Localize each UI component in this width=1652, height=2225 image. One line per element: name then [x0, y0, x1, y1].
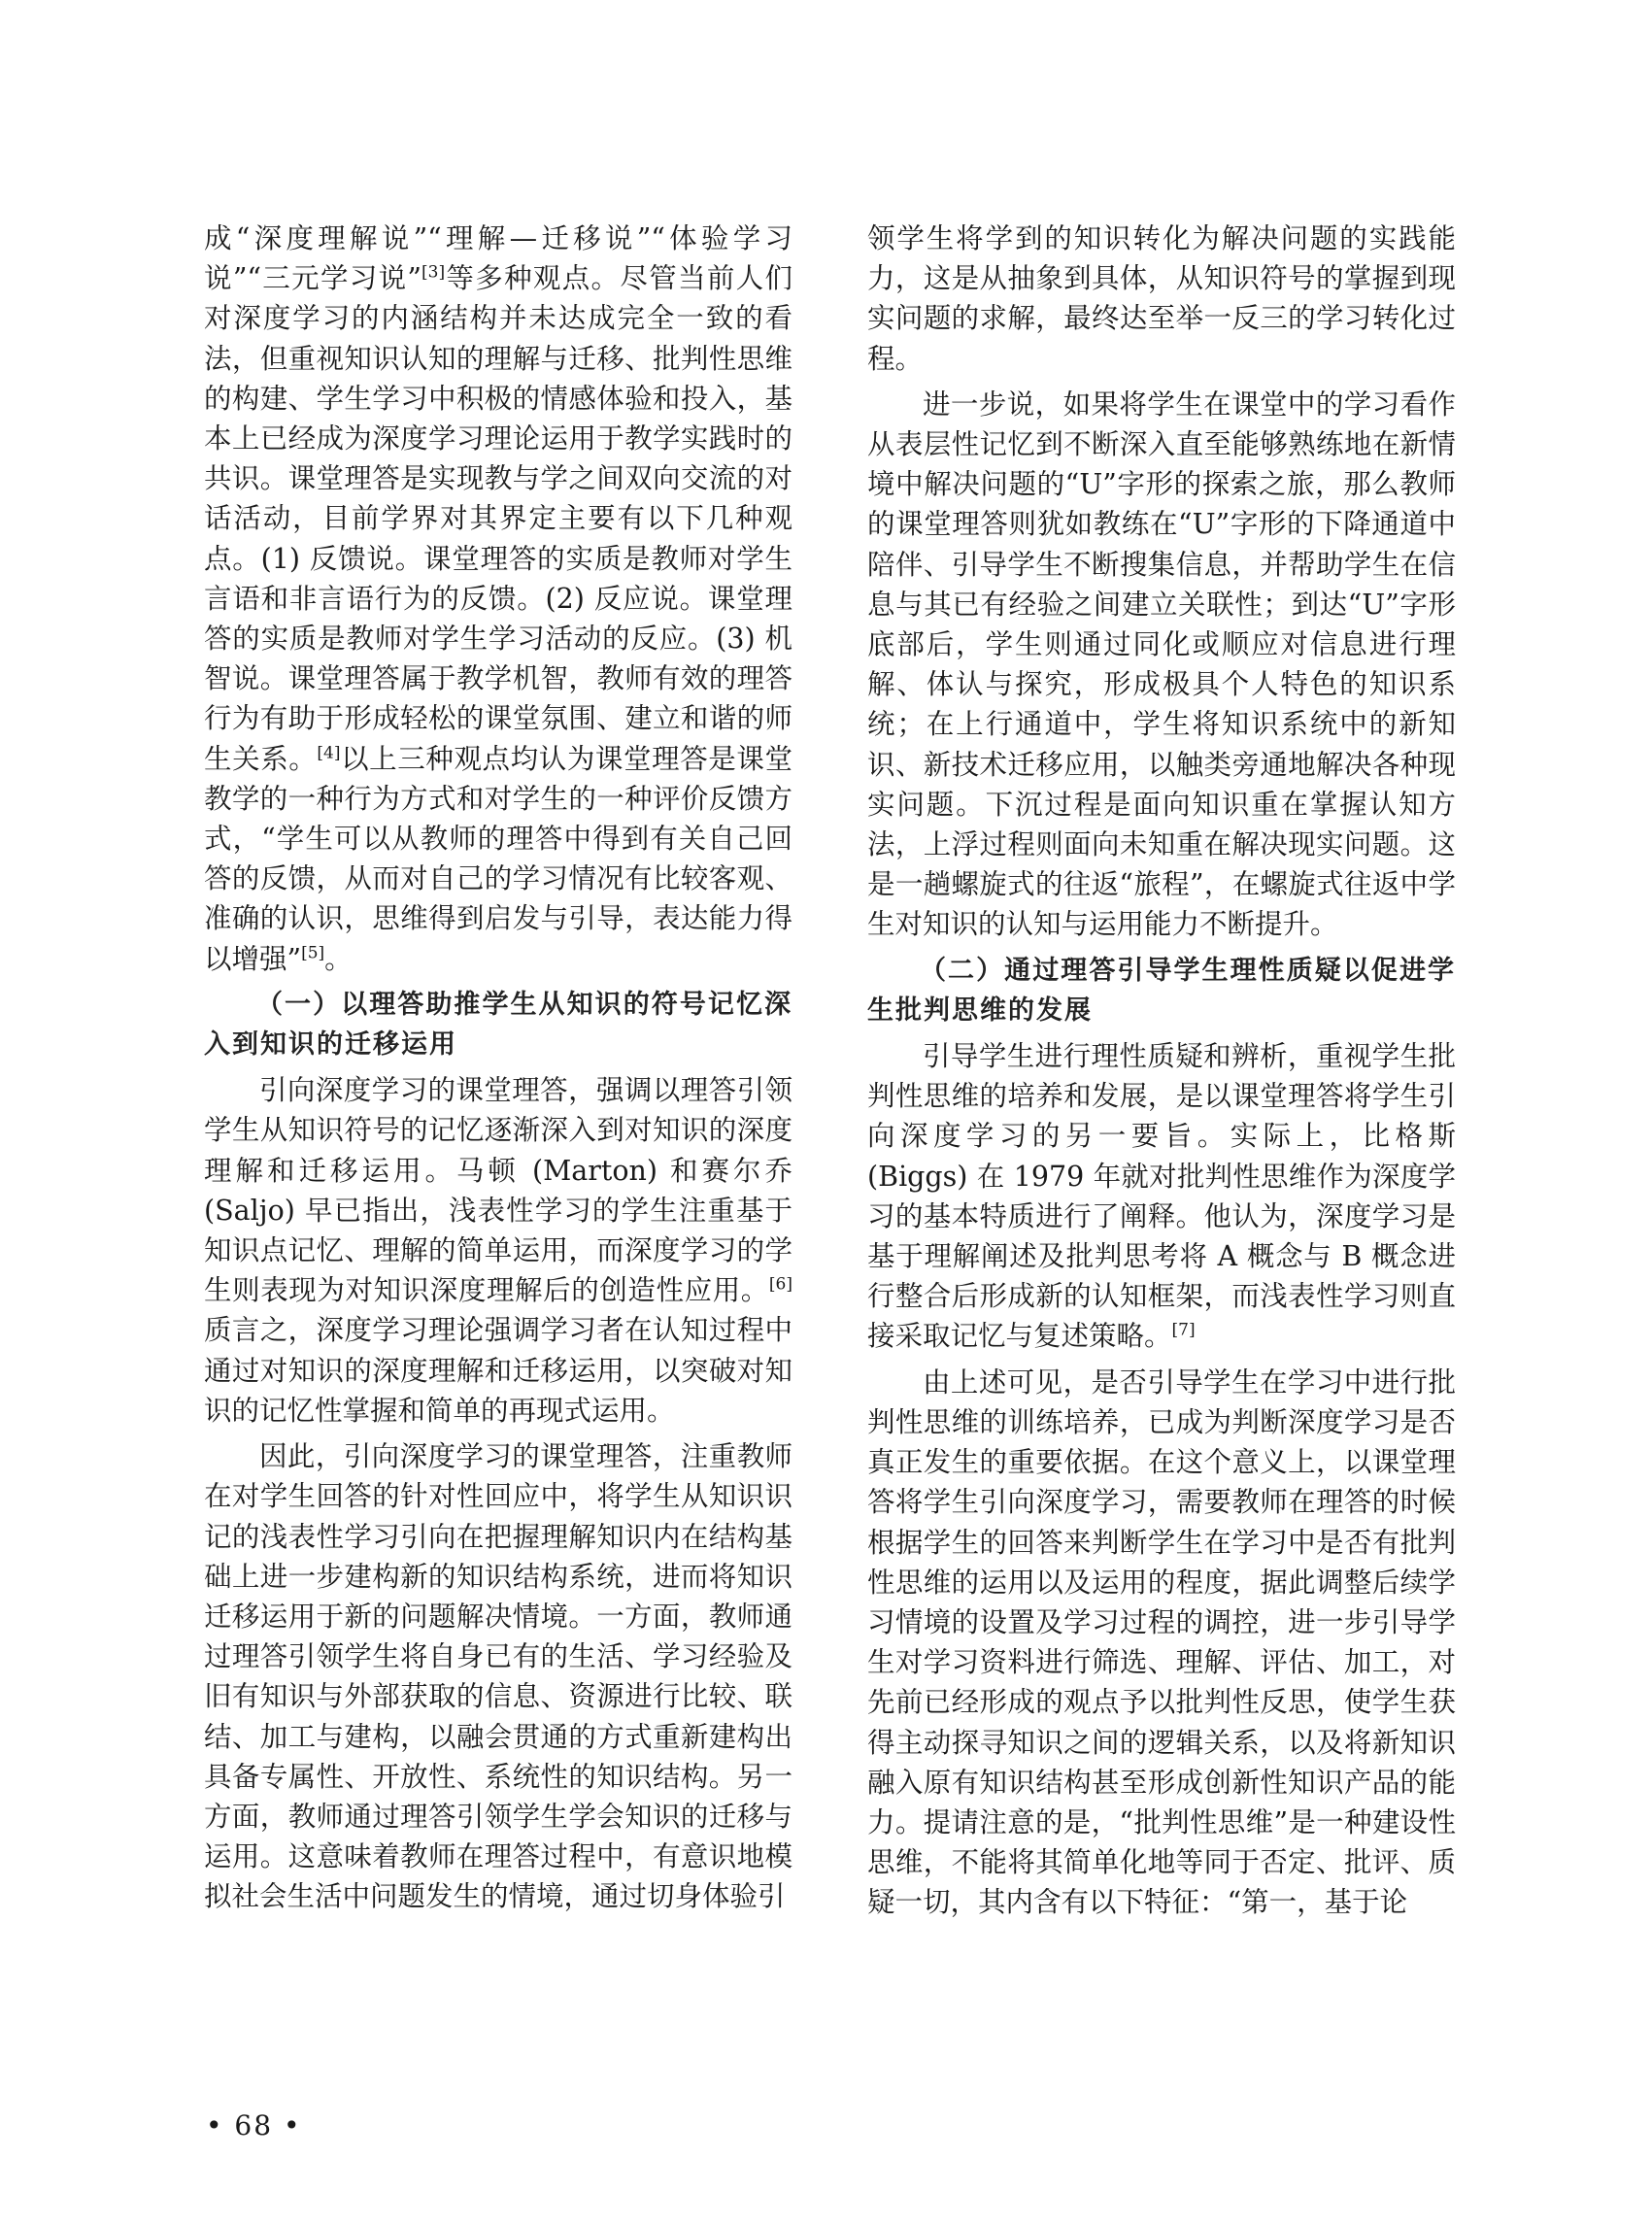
- citation-ref: [3]: [421, 262, 446, 283]
- section-heading: （二）通过理答引导学生理性质疑以促进学生批判思维的发展: [867, 955, 1456, 1026]
- paragraph-text: 。: [324, 942, 353, 975]
- paragraph: 由上述可见，是否引导学生在学习中进行批判性思维的训练培养，已成为判断深度学习是否真正发生的重要依据。在这个意义上，以课堂理答将学生引向深度学习，需要教师在理答的时候根据学生的回答来判断学生在学习中是否有批判性思维的运用以及运用的程度，据此调整后续学习情境的设置及学习过程的调控，进一步引导学生对学习资料进行筛选、理解、评估、加工，对先前已经形成的观点予以批判性反思，使学生获得主动探寻知识之间的逻辑关系，以及将新知识融入原有知识结构甚至形成创新性知识产品的能力。提请注意的是，“批判性思维”是一种建设性思维，不能将其简单化地等同于否定、批评、质疑一切，其内含有以下特征：“第一，基于论: [867, 1365, 1456, 1919]
- left-column: [204, 219, 792, 1917]
- paragraph-text: 以上三种观点均认为课堂理答是课堂教学的一种行为方式和对学生的一种评价反馈方式，“学生可以从教师的理答中得到有关自己回答的反馈，从而对自己的学习情况有比较客观、准确的认识，思维得到启发与引导，表达能力得以增强”: [204, 742, 792, 975]
- paragraph: [204, 1070, 792, 1431]
- right-column: [867, 219, 1456, 1923]
- paragraph: 进一步说，如果将学生在课堂中的学习看作从表层性记忆到不断深入直至能够熟练地在新情境中解决问题的“U”字形的探索之旅，那么教师的课堂理答则犹如教练在“U”字形的下降通道中陪伴、引导学生不断搜集信息，并帮助学生在信息与其已有经验之间建立关联性；到达“U”字形底部后，学生则通过同化或顺应对信息进行理解、体认与探究，形成极具个人特色的知识系统；在上行通道中，学生将知识系统中的新知识、新技术迁移应用，以触类旁通地解决各种现实问题。下沉过程是面向知识重在掌握认知方法，上浮过程则面向未知重在解决现实问题。这是一趟螺旋式的往返“旅程”，在螺旋式往返中学生对知识的认知与运用能力不断提升。: [867, 388, 1456, 941]
- citation-ref: [5]: [301, 943, 325, 963]
- paragraph-text: 引向深度学习的课堂理答，强调以理答引领学生从知识符号的记忆逐渐深入到对知识的深度理解和迁移运用。马顿 (Marton) 和赛尔乔 (Saljo) 早已指出，浅表性学习的学生注重基于知识点记忆、理解的简单运用，而深度学习的学生则表现为对知识深度理解后的创造性应用。: [204, 1074, 792, 1307]
- section-heading: （一）以理答助推学生从知识的符号记忆深入到知识的迁移运用: [204, 989, 792, 1061]
- citation-ref: [4]: [317, 743, 341, 763]
- paragraph-text: 引导学生进行理性质疑和辨析，重视学生批判性思维的培养和发展，是以课堂理答将学生引向深度学习的另一要旨。实际上，比格斯 (Biggs) 在 1979 年就对批判性思维作为深度学习的基本特质进行了阐释。他认为，深度学习是基于理解阐述及批判思考将 A 概念与 B 概念进行整合后形成新的认知框架，而浅表性学习则直接采取记忆与复述策略。: [867, 1040, 1456, 1353]
- citation-ref: [6]: [768, 1274, 792, 1295]
- page-number: • 68 •: [206, 2109, 302, 2141]
- paragraph-text: 成“深度理解说”“理解—迁移说”“体验学习说”“三元学习说”: [204, 222, 792, 295]
- paragraph: 领学生将学到的知识转化为解决问题的实践能力，这是从抽象到具体，从知识符号的掌握到现实问题的求解，最终达至举一反三的学习转化过程。: [867, 222, 1456, 375]
- paragraph: 因此，引向深度学习的课堂理答，注重教师在对学生回答的针对性回应中，将学生从知识识记的浅表性学习引向在把握理解知识内在结构基础上进一步建构新的知识结构系统，进而将知识迁移运用于新的问题解决情境。一方面，教师通过理答引领学生将自身已有的生活、学习经验及旧有知识与外部获取的信息、资源进行比较、联结、加工与建构，以融会贯通的方式重新建构出具备专属性、开放性、系统性的知识结构。另一方面，教师通过理答引领学生学会知识的迁移与运用。这意味着教师在理答过程中，有意识地模拟社会生活中问题发生的情境，通过切身体验引: [204, 1440, 792, 1913]
- paragraph: [204, 219, 792, 979]
- citation-ref: [7]: [1171, 1320, 1196, 1340]
- paragraph-text: 等多种观点。尽管当前人们对深度学习的内涵结构并未达成完全一致的看法，但重视知识认知的理解与迁移、批判性思维的构建、学生学习中积极的情感体验和投入，基本上已经成为深度学习理论运用于教学实践时的共识。课堂理答是实现教与学之间双向交流的对话活动，目前学界对其界定主要有以下几种观点。(1) 反馈说。课堂理答的实质是教师对学生言语和非言语行为的反馈。(2) 反应说。课堂理答的实质是教师对学生学习活动的反应。(3) 机智说。课堂理答属于教学机智，教师有效的理答行为有助于形成轻松的课堂氛围、建立和谐的师生关系。: [204, 262, 792, 775]
- paragraph: [867, 1036, 1456, 1357]
- paragraph-text: 质言之，深度学习理论强调学习者在认知过程中通过对知识的深度理解和迁移运用，以突破对知识的记忆性掌握和简单的再现式运用。: [204, 1314, 792, 1427]
